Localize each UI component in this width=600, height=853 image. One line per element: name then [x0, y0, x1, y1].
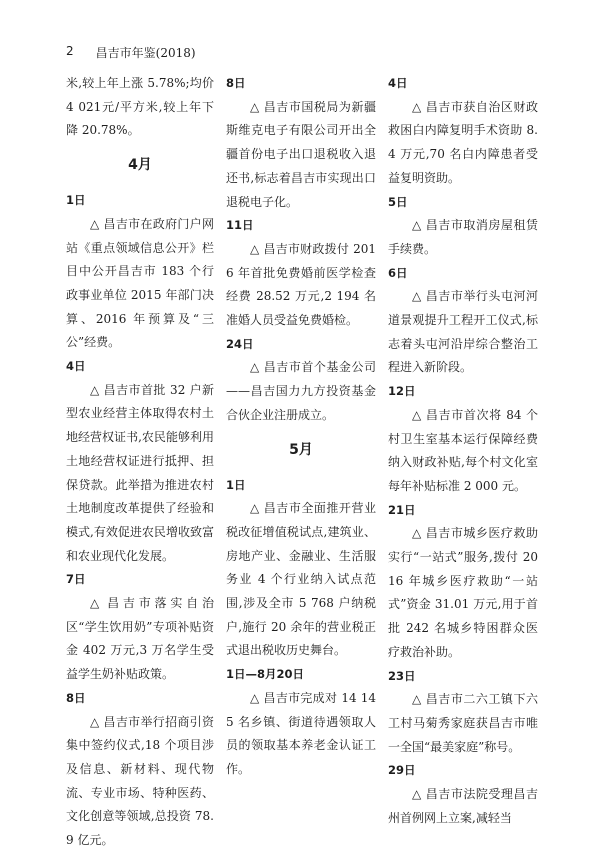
entry-date: 11日: [226, 218, 254, 233]
triangle-bullet-icon: △: [250, 501, 260, 516]
entry-body: 昌吉市首个基金公司——昌吉国力九方投资基金合伙企业注册成立。: [226, 360, 376, 422]
chronicle-entry: [226, 333, 376, 428]
entry-text: [226, 687, 376, 782]
entry-body: 昌吉市取消房屋租赁手续费。: [388, 218, 538, 256]
page-header: [66, 44, 196, 61]
entry-date: 5日: [388, 194, 408, 209]
chronicle-entry: [66, 687, 214, 853]
triangle-bullet-icon: △: [412, 692, 422, 707]
triangle-bullet-icon: △: [250, 360, 260, 375]
entry-text: [226, 497, 376, 663]
entry-list: [226, 474, 376, 782]
entry-body: 昌吉市完成对 14 145 名乡镇、街道待遇领取人员的领取基本养老金认证工作。: [226, 690, 377, 776]
entry-date: 29日: [388, 763, 416, 778]
page-number: 2: [66, 44, 74, 58]
entry-date: 4日: [66, 359, 86, 374]
column-2: [226, 72, 376, 782]
chronicle-entry: [66, 568, 214, 687]
chronicle-entry: [226, 72, 376, 214]
triangle-bullet-icon: △: [250, 241, 260, 256]
triangle-bullet-icon: △: [412, 526, 422, 541]
triangle-bullet-icon: △: [250, 99, 260, 114]
entry-body: 昌吉市财政拨付 2016 年首批免费婚前医学检查经费 28.52 万元,2 194 名准婚人员受益免费婚检。: [226, 241, 376, 328]
entry-body: 昌吉市举行招商引资集中签约仪式,18 个项目涉及信息、新材料、现代物流、专业市场、特种医药、文化创意等领域,总投资 78.9 亿元。: [66, 714, 214, 848]
entry-text: [66, 379, 214, 569]
entry-list: [66, 189, 214, 853]
entry-body: 昌吉市全面推开营业税改征增值税试点,建筑业、房地产业、金融业、生活服务业 4 个行业纳入试点范围,涉及全市 5 768 户纳税户,施行 20 余年的营业税正式退出税收历史舞台。: [226, 501, 376, 658]
entry-body: 昌吉市首次将 84 个村卫生室基本运行保障经费纳入财政补贴,每个村文化室每年补贴标准 2 000 元。: [388, 407, 538, 493]
entry-text: [388, 404, 538, 499]
entry-text: [226, 356, 376, 427]
chronicle-entry: [226, 214, 376, 333]
entry-text: [66, 213, 214, 355]
chronicle-entry: [66, 189, 214, 355]
entry-date: 1日—8月20日: [226, 667, 305, 682]
continued-text: 米,较上年上涨 5.78%;均价 4 021元/平方米,较上年下降 20.78%。: [66, 76, 214, 138]
entry-body: 昌吉市国税局为新疆斯维克电子有限公司开出全疆首份电子出口退税收入退还书,标志着昌吉市实现出口退税电子化。: [226, 99, 376, 209]
entry-body: 昌吉市在政府门户网站《重点领域信息公开》栏目中公开昌吉市 183 个行政事业单位 2015 年部门决算、2016 年预算及“三公”经费。: [66, 216, 214, 350]
yearbook-title: 昌吉市年鉴(2018): [95, 46, 196, 60]
entry-text: [388, 96, 538, 191]
entry-date: 24日: [226, 336, 254, 351]
triangle-bullet-icon: △: [412, 218, 422, 233]
entry-body: 昌吉市获自治区财政救困白内障复明手术资助 8.4 万元,70 名白内障患者受益复明资助。: [388, 99, 538, 185]
entry-body: 昌吉市二六工镇下六工村马菊秀家庭获昌吉市唯一全国“最美家庭”称号。: [388, 692, 538, 754]
entry-date: 1日: [66, 193, 86, 208]
entry-text: [388, 688, 538, 759]
column-1: [66, 72, 214, 853]
chronicle-entry: [388, 380, 538, 499]
entry-date: 1日: [226, 477, 246, 492]
entry-body: 昌吉市法院受理昌吉州首例网上立案,减轻当: [388, 787, 538, 825]
entry-date: 12日: [388, 384, 416, 399]
triangle-bullet-icon: △: [412, 289, 422, 304]
triangle-bullet-icon: △: [250, 690, 260, 705]
chronicle-entry: [388, 499, 538, 665]
entry-text: [226, 238, 376, 333]
entry-text: [388, 783, 538, 830]
entry-body: 昌吉市首批 32 户新型农业经营主体取得农村土地经营权证书,农民能够利用土地经营权证进行抵押、担保贷款。此举措为推进农村土地制度改革提供了经验和模式,有效促进农民增收致富和农业现代化发展。: [66, 382, 215, 563]
triangle-bullet-icon: △: [90, 382, 100, 397]
entry-date: 6日: [388, 265, 408, 280]
entry-date: 21日: [388, 502, 416, 517]
chronicle-entry: [226, 474, 376, 664]
entry-text: [66, 711, 214, 853]
month-heading: 4月: [128, 157, 152, 174]
triangle-bullet-icon: △: [90, 714, 100, 729]
entry-date: 23日: [388, 668, 416, 683]
entry-body: 昌吉市城乡医疗救助实行“一站式”服务,拨付 2016 年城乡医疗救助“一站式”资金 31.01 万元,用于首批 242 名城乡特困群众医疗救治补助。: [388, 526, 538, 659]
column-3: [388, 72, 538, 831]
entry-text: [388, 214, 538, 261]
entry-text: [226, 96, 376, 215]
chronicle-entry: [388, 191, 538, 262]
chronicle-entry: [66, 355, 214, 568]
entry-date: 7日: [66, 572, 86, 587]
triangle-bullet-icon: △: [412, 407, 422, 422]
triangle-bullet-icon: △: [90, 216, 100, 231]
chronicle-entry: [226, 663, 376, 782]
entry-text: [388, 522, 538, 664]
entry-date: 8日: [226, 76, 246, 90]
chronicle-entry: [388, 759, 538, 830]
entry-list: [226, 72, 376, 428]
entry-text: [388, 285, 538, 380]
chronicle-entry: [388, 262, 538, 381]
triangle-bullet-icon: △: [412, 787, 422, 802]
entry-body: 昌吉市落实自治区“学生饮用奶”专项补贴资金 402 万元,3 万名学生受益学生奶补贴政策。: [66, 596, 214, 682]
entry-date: 8日: [66, 690, 86, 705]
triangle-bullet-icon: △: [412, 99, 422, 114]
entry-list: [388, 72, 538, 831]
month-heading: 5月: [289, 441, 313, 458]
chronicle-entry: [388, 72, 538, 191]
entry-date: 4日: [388, 76, 408, 90]
chronicle-entry: [388, 665, 538, 760]
entry-text: [66, 592, 214, 687]
triangle-bullet-icon: △: [90, 596, 104, 611]
entry-body: 昌吉市举行头屯河河道景观提升工程开工仪式,标志着头屯河沿岸综合整治工程进入新阶段。: [388, 289, 538, 375]
